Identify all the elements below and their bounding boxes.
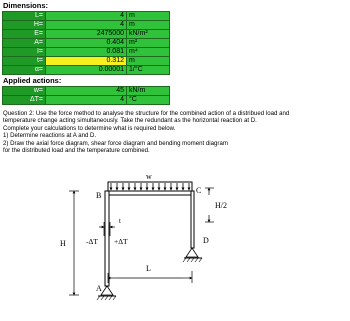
column-cd: [191, 191, 194, 248]
actions-heading: Applied actions:: [3, 76, 62, 85]
param-label: E=: [3, 30, 46, 39]
question-line: for the distributed load and the temperature combined.: [3, 147, 150, 155]
span-label: L: [146, 264, 151, 273]
param-value-cell[interactable]: 4: [46, 12, 127, 21]
param-label: α=: [3, 66, 46, 75]
param-unit: kN/m: [127, 87, 170, 96]
thickness-label: t: [119, 217, 121, 225]
column-ab: [105, 191, 109, 286]
param-value-cell[interactable]: 45: [46, 87, 127, 96]
param-value-cell[interactable]: 0.404: [46, 39, 127, 48]
half-height-dimension: [205, 188, 214, 222]
param-label: t=: [3, 57, 46, 66]
param-unit: m²: [127, 39, 170, 48]
param-label: ΔT=: [3, 96, 46, 105]
distributed-load: [108, 182, 192, 191]
question-line: Complete your calculations to determine what is required below.: [3, 124, 176, 132]
temp-outside-label: -ΔT: [86, 237, 98, 246]
param-label: L=: [3, 12, 46, 21]
param-value-cell[interactable]: 0.00001: [46, 66, 127, 75]
node-c-label: C: [196, 186, 202, 195]
node-a-label: A: [96, 284, 102, 293]
load-label: w: [146, 172, 152, 181]
support-d: [183, 248, 202, 262]
node-b-label: B: [96, 191, 102, 200]
half-height-label: H/2: [215, 201, 227, 210]
param-unit: 1/°C: [127, 66, 170, 75]
beam-bc: [105, 191, 194, 195]
temp-inside-label: +ΔT: [114, 237, 128, 246]
param-unit: °C: [127, 96, 170, 105]
param-label: H=: [3, 21, 46, 30]
param-unit: m: [127, 21, 170, 30]
question-line: 2) Draw the axial force diagram, shear force diagram and bending moment diagram: [3, 139, 228, 147]
param-label: w=: [3, 87, 46, 96]
param-label: A=: [3, 39, 46, 48]
height-dimension: [69, 191, 79, 295]
height-label: H: [60, 239, 66, 248]
dimensions-heading: Dimensions:: [3, 1, 49, 10]
param-unit: m: [127, 57, 170, 66]
param-value-cell[interactable]: 4: [46, 96, 127, 105]
param-label: I=: [3, 48, 46, 57]
param-value-cell[interactable]: 0.312: [46, 57, 127, 66]
node-d-label: D: [203, 236, 209, 245]
param-unit: m⁴: [127, 48, 170, 57]
question-line: temperature change acting simultaneously. Take the redundant as the horizontal reaction at D.: [3, 117, 257, 125]
param-value-cell[interactable]: 4: [46, 21, 127, 30]
param-unit: kN/m²: [127, 30, 170, 39]
question-line: Question 2: Use the force method to analyse the structure for the combined action of a distribued load and: [3, 110, 290, 117]
param-value-cell[interactable]: 0.081: [46, 48, 127, 57]
param-unit: m: [127, 12, 170, 21]
question-line: 1) Determine reactions at A and D.: [3, 132, 97, 140]
param-value-cell[interactable]: 2475000: [46, 30, 127, 39]
